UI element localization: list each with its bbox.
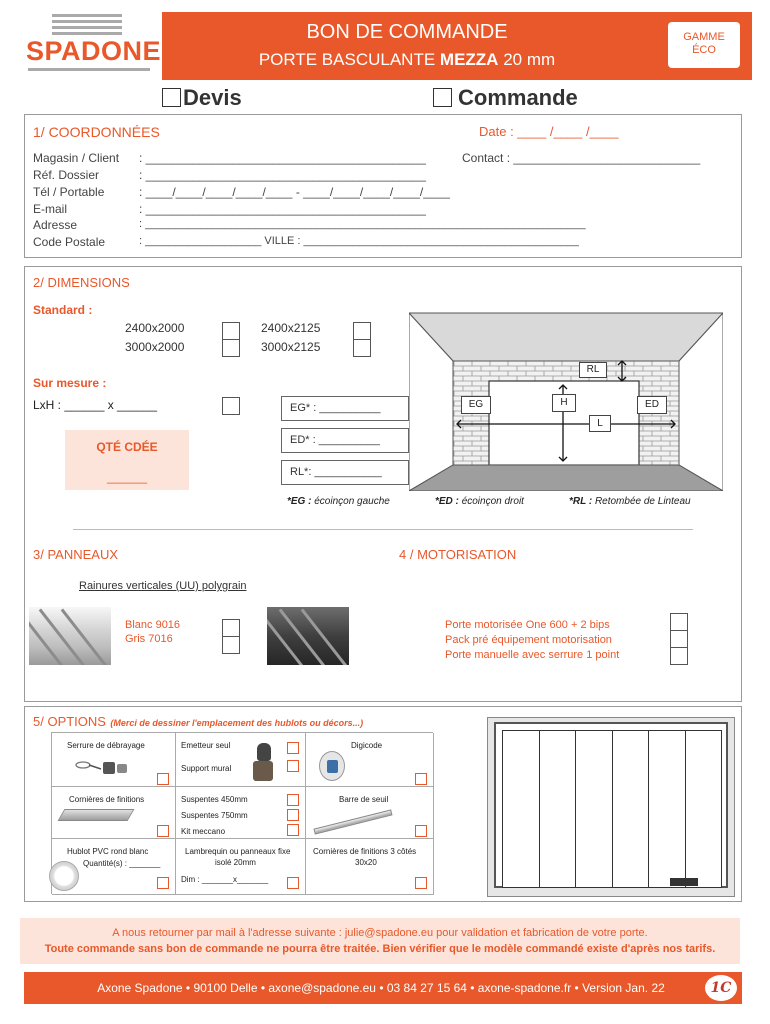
badge-line2: ÉCO (692, 44, 716, 56)
options-title-text: 5/ OPTIONS (33, 714, 106, 729)
header-bar (162, 12, 752, 80)
panel-blanc-label: Blanc 9016 (125, 619, 181, 631)
subtitle-pre: PORTE BASCULANTE (258, 50, 436, 69)
legend-rl-key: *RL : (569, 496, 593, 507)
std-2400x2000: 2400x2000 (125, 321, 185, 335)
field-email[interactable]: : __________________________________________ (139, 202, 426, 216)
label-ref: Réf. Dossier (33, 168, 100, 182)
options-note: (Merci de dessiner l'emplacement des hublots ou décors...) (110, 718, 364, 728)
eg-field[interactable]: EG* : __________ (281, 396, 409, 421)
std-3000x2125: 3000x2125 (261, 340, 321, 354)
checkbox-moto-3[interactable] (670, 647, 688, 665)
checkbox-2400x2125[interactable] (353, 322, 371, 340)
opt-dim-field[interactable]: Dim : _______x_______ (181, 875, 269, 884)
label-cp: Code Postale (33, 235, 106, 249)
opt-emetteur-label: Emetteur seul (181, 741, 231, 750)
motorisation-title: 4 / MOTORISATION (399, 547, 517, 562)
field-contact[interactable]: Contact : ____________________________ (462, 151, 701, 165)
legend-eg (287, 496, 390, 507)
ed-field[interactable]: ED* : __________ (281, 428, 409, 453)
label-magasin: Magasin / Client (33, 151, 120, 165)
opt-serrure-label: Serrure de débrayage (67, 741, 145, 750)
header-subtitle (162, 50, 652, 70)
door-panels (502, 730, 722, 888)
field-cp-ville[interactable]: : ___________________ VILLE : _____________________________________________ (139, 235, 579, 247)
header-title: BON DE COMMANDE (306, 21, 508, 43)
opt-suspentes750-label: Suspentes 750mm (181, 811, 248, 820)
label-tel: Tél / Portable (33, 185, 105, 199)
checkbox-suspentes750[interactable] (287, 809, 299, 821)
checkbox-support[interactable] (287, 760, 299, 772)
logo-stripes (52, 14, 122, 36)
checkbox-lambrequin[interactable] (287, 877, 299, 889)
panel-grey-image (267, 607, 349, 665)
checkbox-3000x2125[interactable] (353, 339, 371, 357)
opt-digicode-label: Digicode (351, 741, 383, 750)
opt-lambrequin-label-2: isolé 20mm (215, 858, 256, 867)
field-magasin[interactable]: : __________________________________________ (139, 151, 426, 165)
legend-eg-key: *EG : (287, 496, 312, 507)
sur-mesure-label: Sur mesure : (33, 376, 107, 390)
options-title (33, 713, 363, 731)
door-drawing (487, 717, 735, 897)
diagram-ed-label: ED (637, 396, 667, 414)
checkbox-emetteur[interactable] (287, 742, 299, 754)
footer-text: Axone Spadone • 90100 Delle • axone@spadone.eu • 03 84 27 15 64 • axone-spadone.fr • Version Jan. 22 (97, 981, 665, 995)
footer-bar (24, 972, 742, 1004)
door-handle-icon (670, 878, 698, 886)
checkbox-2400x2000[interactable] (222, 322, 240, 340)
label-email: E-mail (33, 202, 68, 216)
lxh-field[interactable]: LxH : ______ x ______ (33, 398, 158, 412)
checkbox-barre[interactable] (415, 825, 427, 837)
commande-checkbox[interactable] (433, 88, 452, 107)
logo-underline (28, 68, 150, 71)
section-coordonnees (24, 114, 742, 258)
devis-checkbox[interactable] (162, 88, 181, 107)
moto-option-1: Porte motorisée One 600 + 2 bips (445, 619, 610, 631)
checkbox-moto-1[interactable] (670, 613, 688, 631)
standard-label: Standard : (33, 303, 93, 317)
digicode-icon (319, 751, 345, 781)
legend-ed-text: écoinçon droit (461, 496, 524, 507)
section-options (24, 706, 742, 902)
checkbox-digicode[interactable] (415, 773, 427, 785)
badge-line1: GAMME (683, 31, 725, 43)
checkbox-moto-2[interactable] (670, 630, 688, 648)
panel-white-image (29, 607, 111, 665)
gamme-badge (668, 22, 740, 68)
opt-kit-label: Kit meccano (181, 827, 226, 836)
devis-label: Devis (183, 85, 242, 110)
qty-label: QTÉ CDÉE (96, 440, 158, 454)
dimensions-title: 2/ DIMENSIONS (33, 275, 130, 290)
key-lock-icon (73, 755, 133, 777)
checkbox-cornieres3[interactable] (415, 877, 427, 889)
legend-rl-text: Retombée de Linteau (594, 496, 691, 507)
diagram-l-label: L (589, 415, 611, 432)
checkbox-blanc[interactable] (222, 619, 240, 637)
remote-icon (257, 743, 271, 761)
checkbox-gris[interactable] (222, 636, 240, 654)
checkbox-hublot[interactable] (157, 877, 169, 889)
rl-field[interactable]: RL*: ___________ (281, 460, 409, 485)
std-2400x2125: 2400x2125 (261, 321, 321, 335)
notice-line2: Toute commande sans bon de commande ne pourra être traitée. Bien vérifier que le modèle commandé existe d'après nos tarifs. (44, 943, 716, 955)
section-dimensions (24, 266, 742, 702)
checkbox-cornieres[interactable] (157, 825, 169, 837)
moto-option-3: Porte manuelle avec serrure 1 point (445, 649, 620, 661)
logo-text: SPADONE (26, 36, 162, 66)
opt-cornieres3-label-1: Cornières de finitions 3 côtés (313, 847, 417, 856)
coordonnees-title: 1/ COORDONNÉES (33, 124, 160, 140)
wall-support-icon (253, 761, 273, 781)
std-3000x2000: 3000x2000 (125, 340, 185, 354)
date-field[interactable]: Date : ____ /____ /____ (479, 124, 619, 139)
qty-box[interactable] (65, 430, 189, 490)
notice-line1: A nous retourner par mail à l'adresse suivante : julie@spadone.eu pour validation et fabrication de votre porte. (112, 927, 648, 939)
opt-barre-label: Barre de seuil (339, 795, 389, 804)
field-tel[interactable]: : ____/____/____/____/____ - ____/____/____/____/____ (139, 185, 450, 199)
legend-ed (435, 496, 524, 507)
label-adresse: Adresse (33, 218, 78, 232)
subtitle-bold: MEZZA (439, 50, 499, 69)
opt-cornieres-label: Cornières de finitions (69, 795, 145, 804)
diagram-h-label: H (552, 394, 576, 412)
moto-option-2: Pack pré équipement motorisation (445, 634, 612, 646)
checkbox-sur-mesure[interactable] (222, 397, 240, 415)
field-adresse[interactable]: : ________________________________________________________________________ (139, 218, 586, 230)
field-ref[interactable]: : __________________________________________ (139, 168, 426, 182)
checkbox-serrure[interactable] (157, 773, 169, 785)
panneaux-title: 3/ PANNEAUX (33, 547, 119, 562)
checkbox-suspentes450[interactable] (287, 794, 299, 806)
opt-support-label: Support mural (181, 764, 232, 773)
legend-rl (569, 496, 691, 507)
legend-eg-text: écoinçon gauche (314, 496, 390, 507)
diagram-rl-label: RL (579, 362, 607, 378)
diagram-eg-label: EG (461, 396, 491, 414)
corner-profile-icon (58, 809, 135, 821)
checkbox-kit[interactable] (287, 824, 299, 836)
opt-suspentes450-label: Suspentes 450mm (181, 795, 248, 804)
logo (26, 14, 162, 74)
porthole-icon (49, 861, 79, 891)
opt-quantite-field[interactable]: Quantité(s) : _______ (83, 859, 161, 868)
commande-label: Commande (458, 85, 578, 110)
checkbox-3000x2000[interactable] (222, 339, 240, 357)
panneaux-subtitle: Rainures verticales (UU) polygrain (79, 580, 247, 592)
legend-ed-key: *ED : (435, 496, 459, 507)
section-divider (73, 529, 693, 530)
subtitle-post: 20 mm (503, 50, 556, 69)
opt-cornieres3-label-2: 30x20 (355, 858, 377, 867)
opt-hublot-label: Hublot PVC rond blanc (67, 847, 149, 856)
qty-value: ______ (106, 470, 148, 484)
panel-gris-label: Gris 7016 (125, 633, 173, 645)
notice-band (20, 918, 740, 964)
opt-lambrequin-label-1: Lambrequin ou panneaux fixe (185, 847, 291, 856)
page-badge: 1C (705, 975, 737, 1001)
